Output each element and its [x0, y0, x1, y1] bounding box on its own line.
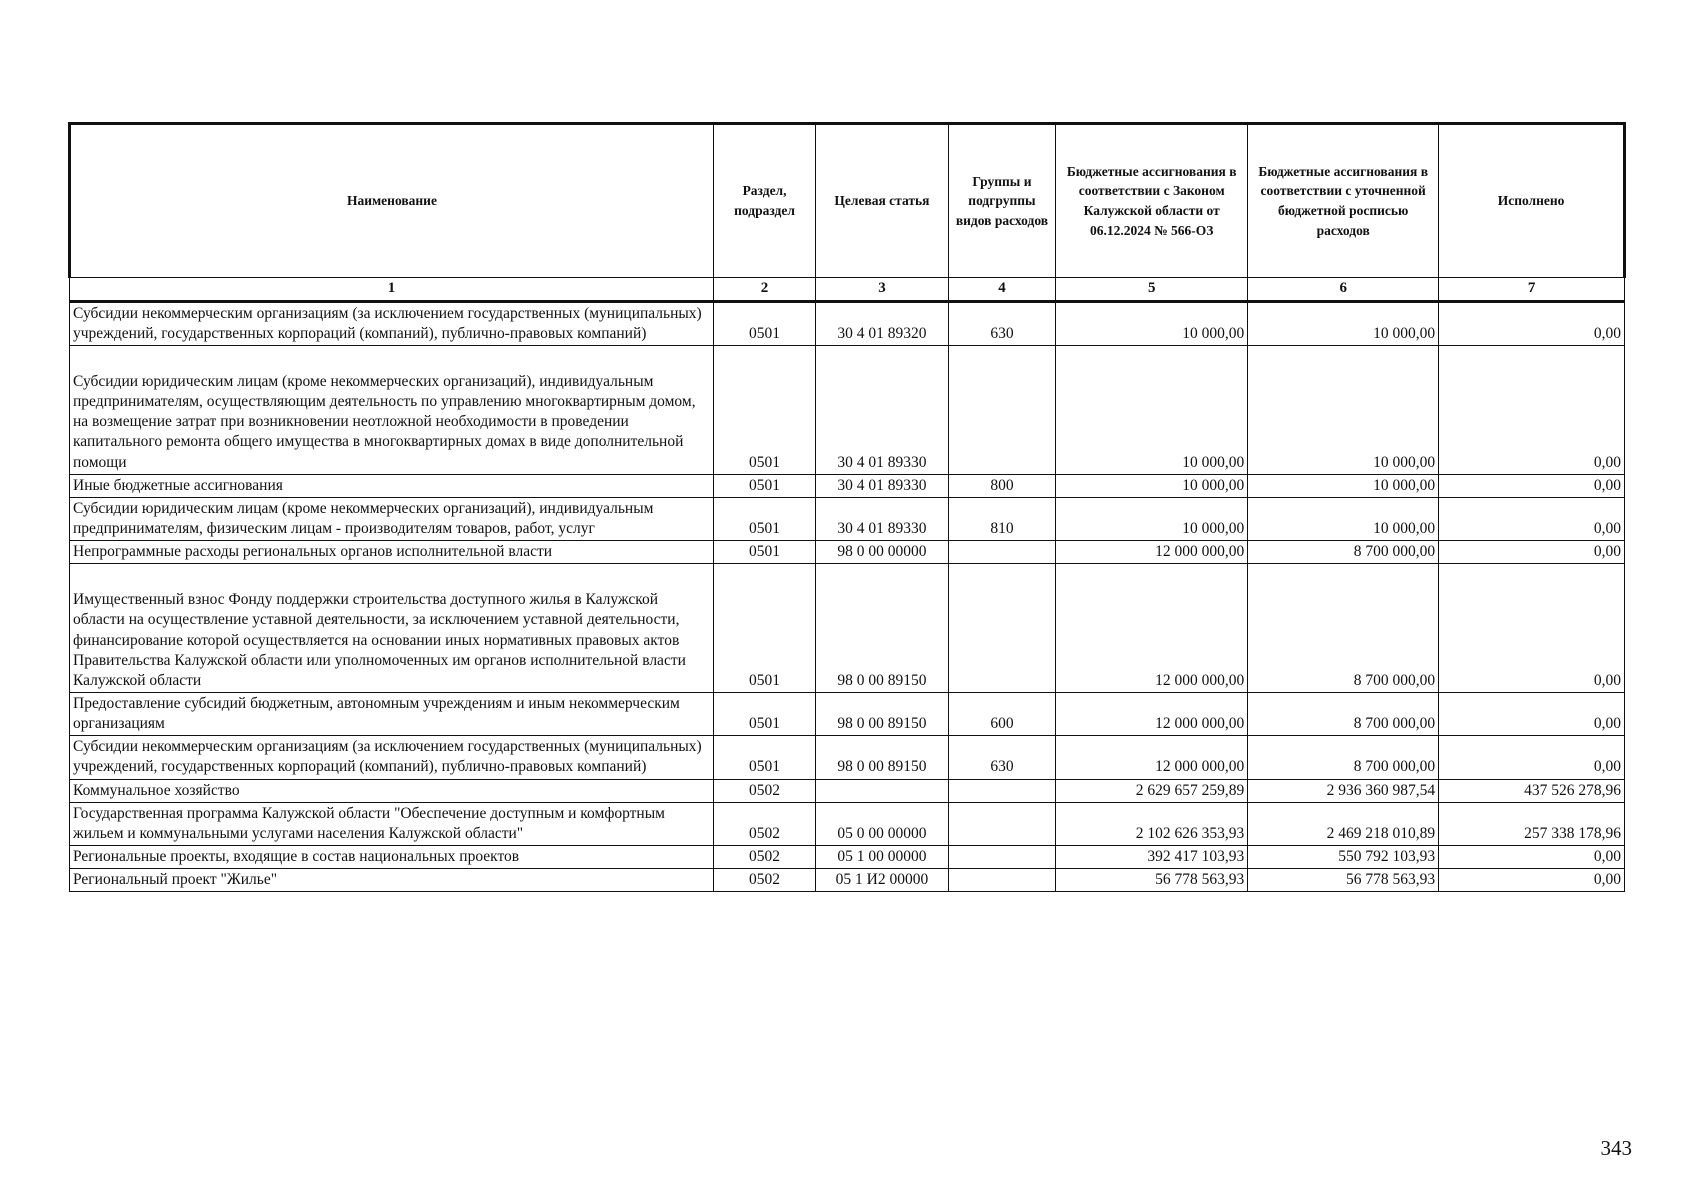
row-target: 30 4 01 89330 [816, 474, 949, 497]
row-target: 98 0 00 89150 [816, 693, 949, 736]
row-section: 0501 [713, 474, 815, 497]
row-law-amount: 10 000,00 [1056, 497, 1248, 540]
row-executed-amount: 0,00 [1439, 693, 1625, 736]
table-row [70, 869, 1625, 892]
row-executed-amount: 0,00 [1439, 845, 1625, 868]
header-expense-group: Группы и подгруппы видов расходов [948, 124, 1055, 278]
row-group: 630 [948, 736, 1055, 779]
row-executed-amount: 0,00 [1439, 301, 1625, 345]
row-executed-amount: 0,00 [1439, 346, 1625, 475]
table-row [70, 474, 1625, 497]
row-name: Имущественный взнос Фонду поддержки строительства доступного жилья в Калужской области на осуществление уставной деятельности, за исключением уставной деятельности, финансирование которой осуществляется на основании иных нормативных правовых актов Правительства Калужской области или уполномоченных им органов исполнительной власти Калужской области [70, 564, 714, 693]
row-refined-amount: 8 700 000,00 [1248, 693, 1439, 736]
row-law-amount: 56 778 563,93 [1056, 869, 1248, 892]
row-group [948, 346, 1055, 475]
row-name: Иные бюджетные ассигнования [70, 474, 714, 497]
row-executed-amount: 257 338 178,96 [1439, 802, 1625, 845]
row-law-amount: 10 000,00 [1056, 346, 1248, 475]
column-number: 4 [948, 278, 1055, 302]
row-section: 0501 [713, 541, 815, 564]
column-number-row [70, 278, 1625, 302]
row-target: 98 0 00 00000 [816, 541, 949, 564]
row-section: 0502 [713, 779, 815, 802]
row-section: 0502 [713, 845, 815, 868]
row-target: 05 0 00 00000 [816, 802, 949, 845]
header-executed: Исполнено [1439, 124, 1625, 278]
row-executed-amount: 0,00 [1439, 564, 1625, 693]
row-target: 05 1 00 00000 [816, 845, 949, 868]
table-header-row [70, 124, 1625, 278]
row-name: Государственная программа Калужской области "Обеспечение доступным и комфортным жильем и коммунальными услугами населения Калужской области" [70, 802, 714, 845]
row-group: 800 [948, 474, 1055, 497]
row-refined-amount: 56 778 563,93 [1248, 869, 1439, 892]
row-group [948, 802, 1055, 845]
table-row [70, 736, 1625, 779]
row-name: Субсидии некоммерческим организациям (за исключением государственных (муниципальных) учреждений, государственных корпораций (компаний), публично-правовых компаний) [70, 301, 714, 345]
budget-table [68, 122, 1626, 892]
row-refined-amount: 2 469 218 010,89 [1248, 802, 1439, 845]
row-law-amount: 12 000 000,00 [1056, 693, 1248, 736]
row-refined-amount: 8 700 000,00 [1248, 736, 1439, 779]
row-name: Предоставление субсидий бюджетным, автономным учреждениям и иным некоммерческим организациям [70, 693, 714, 736]
row-law-amount: 392 417 103,93 [1056, 845, 1248, 868]
row-name: Субсидии некоммерческим организациям (за исключением государственных (муниципальных) учреждений, государственных корпораций (компаний), публично-правовых компаний) [70, 736, 714, 779]
row-target: 30 4 01 89320 [816, 301, 949, 345]
header-section: Раздел, подраздел [713, 124, 815, 278]
table-row [70, 497, 1625, 540]
header-refined-allocation: Бюджетные ассигнования в соответствии с уточненной бюджетной росписью расходов [1248, 124, 1439, 278]
row-name: Субсидии юридическим лицам (кроме некоммерческих организаций), индивидуальным предпринимателям, физическим лицам - производителям товаров, работ, услуг [70, 497, 714, 540]
column-number: 6 [1248, 278, 1439, 302]
row-section: 0501 [713, 497, 815, 540]
table-row [70, 346, 1625, 475]
row-refined-amount: 10 000,00 [1248, 301, 1439, 345]
row-section: 0501 [713, 564, 815, 693]
header-target-article: Целевая статья [816, 124, 949, 278]
row-section: 0502 [713, 802, 815, 845]
row-target: 30 4 01 89330 [816, 497, 949, 540]
row-refined-amount: 550 792 103,93 [1248, 845, 1439, 868]
row-name: Региональный проект "Жилье" [70, 869, 714, 892]
row-target: 05 1 И2 00000 [816, 869, 949, 892]
row-group [948, 541, 1055, 564]
table-row [70, 845, 1625, 868]
row-group: 630 [948, 301, 1055, 345]
row-law-amount: 10 000,00 [1056, 301, 1248, 345]
table-row [70, 564, 1625, 693]
row-refined-amount: 10 000,00 [1248, 497, 1439, 540]
column-number: 3 [816, 278, 949, 302]
table-row [70, 802, 1625, 845]
row-group [948, 564, 1055, 693]
row-section: 0501 [713, 301, 815, 345]
row-name: Непрограммные расходы региональных органов исполнительной власти [70, 541, 714, 564]
row-executed-amount: 0,00 [1439, 736, 1625, 779]
column-number: 1 [70, 278, 714, 302]
row-law-amount: 12 000 000,00 [1056, 736, 1248, 779]
row-section: 0501 [713, 693, 815, 736]
row-executed-amount: 437 526 278,96 [1439, 779, 1625, 802]
row-refined-amount: 8 700 000,00 [1248, 541, 1439, 564]
row-name: Коммунальное хозяйство [70, 779, 714, 802]
header-name: Наименование [70, 124, 714, 278]
row-name: Субсидии юридическим лицам (кроме некоммерческих организаций), индивидуальным предпринимателям, осуществляющим деятельность по управлению многоквартирным домом, на возмещение затрат при возникновении неотложной необходимости в проведении капитального ремонта общего имущества в многоквартирных домах в виде дополнительной помощи [70, 346, 714, 475]
column-number: 7 [1439, 278, 1625, 302]
row-executed-amount: 0,00 [1439, 497, 1625, 540]
table-row [70, 541, 1625, 564]
row-section: 0501 [713, 736, 815, 779]
row-law-amount: 12 000 000,00 [1056, 564, 1248, 693]
row-refined-amount: 10 000,00 [1248, 346, 1439, 475]
row-law-amount: 10 000,00 [1056, 474, 1248, 497]
row-law-amount: 2 629 657 259,89 [1056, 779, 1248, 802]
row-section: 0501 [713, 346, 815, 475]
row-target [816, 779, 949, 802]
row-executed-amount: 0,00 [1439, 541, 1625, 564]
row-law-amount: 2 102 626 353,93 [1056, 802, 1248, 845]
row-refined-amount: 10 000,00 [1248, 474, 1439, 497]
page-number: 343 [1600, 1136, 1632, 1160]
row-section: 0502 [713, 869, 815, 892]
row-name: Региональные проекты, входящие в состав национальных проектов [70, 845, 714, 868]
table-row [70, 779, 1625, 802]
row-target: 98 0 00 89150 [816, 564, 949, 693]
row-executed-amount: 0,00 [1439, 869, 1625, 892]
column-number: 5 [1056, 278, 1248, 302]
column-number: 2 [713, 278, 815, 302]
row-refined-amount: 2 936 360 987,54 [1248, 779, 1439, 802]
row-law-amount: 12 000 000,00 [1056, 541, 1248, 564]
table-row [70, 301, 1625, 345]
row-group [948, 845, 1055, 868]
row-executed-amount: 0,00 [1439, 474, 1625, 497]
table-row [70, 693, 1625, 736]
row-group [948, 869, 1055, 892]
row-target: 30 4 01 89330 [816, 346, 949, 475]
row-refined-amount: 8 700 000,00 [1248, 564, 1439, 693]
row-group: 600 [948, 693, 1055, 736]
row-group: 810 [948, 497, 1055, 540]
row-group [948, 779, 1055, 802]
row-target: 98 0 00 89150 [816, 736, 949, 779]
header-law-allocation: Бюджетные ассигнования в соответствии с Законом Калужской области от 06.12.2024 № 566-ОЗ [1056, 124, 1248, 278]
